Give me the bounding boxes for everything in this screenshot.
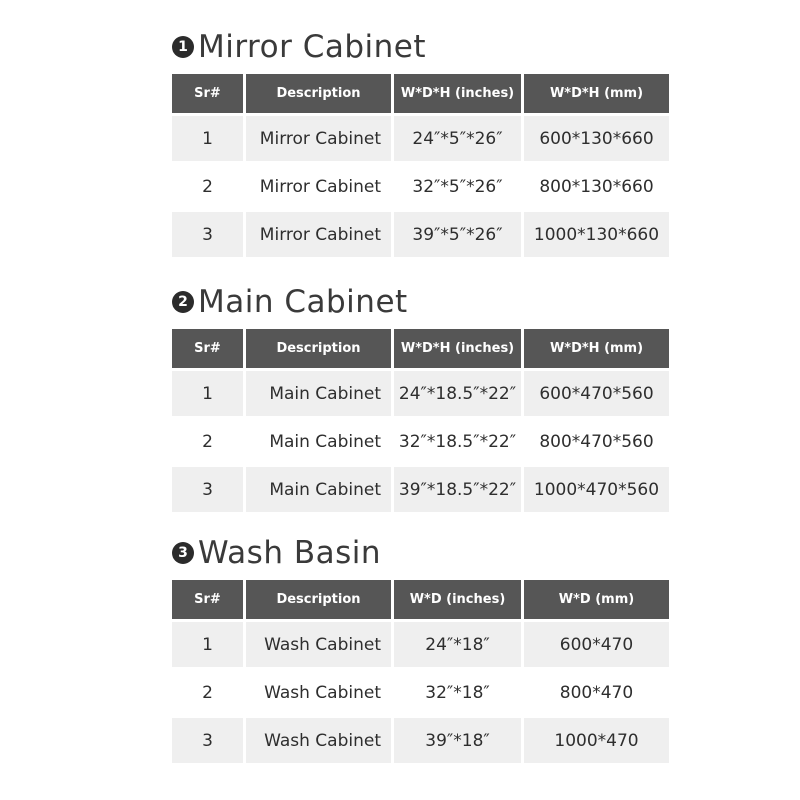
table-cell: 600*130*660 xyxy=(524,116,669,164)
table-cell: 1 xyxy=(172,116,243,164)
table-cell: 24″*5″*26″ xyxy=(394,116,521,164)
table-cell: Main Cabinet xyxy=(246,467,391,515)
section-title-text: Wash Basin xyxy=(198,535,381,571)
section-title xyxy=(172,533,381,573)
table-row xyxy=(172,467,669,515)
table-header-row xyxy=(172,329,669,371)
column-header: W*D (mm) xyxy=(524,580,669,622)
table-row xyxy=(172,622,669,670)
column-header: W*D*H (inches) xyxy=(394,329,521,371)
table-cell: 3 xyxy=(172,718,243,766)
spec-table xyxy=(169,580,672,766)
table-cell: 600*470*560 xyxy=(524,371,669,419)
table-cell: 800*470 xyxy=(524,670,669,718)
table-cell: Main Cabinet xyxy=(246,371,391,419)
table-cell: 600*470 xyxy=(524,622,669,670)
table-cell: 800*470*560 xyxy=(524,419,669,467)
table-cell: 32″*5″*26″ xyxy=(394,164,521,212)
column-header: Description xyxy=(246,329,391,371)
table-cell: 32″*18.5″*22″ xyxy=(394,419,521,467)
table-cell: 39″*18″ xyxy=(394,718,521,766)
table-cell: Wash Cabinet xyxy=(246,622,391,670)
section-title-text: Main Cabinet xyxy=(198,284,408,320)
table-cell: 3 xyxy=(172,212,243,260)
table-cell: 2 xyxy=(172,670,243,718)
table-cell: Main Cabinet xyxy=(246,419,391,467)
section-number-badge: 2 xyxy=(172,291,194,313)
table-row xyxy=(172,116,669,164)
table-cell: 1 xyxy=(172,622,243,670)
table-cell: 1 xyxy=(172,371,243,419)
table-cell: 24″*18″ xyxy=(394,622,521,670)
column-header: Sr# xyxy=(172,329,243,371)
section-number-badge: 1 xyxy=(172,36,194,58)
table-cell: Mirror Cabinet xyxy=(246,164,391,212)
section-title xyxy=(172,27,426,67)
table-cell: 2 xyxy=(172,419,243,467)
table-cell: 39″*18.5″*22″ xyxy=(394,467,521,515)
table-cell: 1000*130*660 xyxy=(524,212,669,260)
table-cell: 39″*5″*26″ xyxy=(394,212,521,260)
spec-table xyxy=(169,329,672,515)
table-row xyxy=(172,670,669,718)
table-row xyxy=(172,718,669,766)
table-cell: 1000*470*560 xyxy=(524,467,669,515)
table-cell: 1000*470 xyxy=(524,718,669,766)
column-header: Sr# xyxy=(172,74,243,116)
table-row xyxy=(172,419,669,467)
table-cell: 3 xyxy=(172,467,243,515)
table-header-row xyxy=(172,74,669,116)
table-cell: Mirror Cabinet xyxy=(246,116,391,164)
table-cell: 24″*18.5″*22″ xyxy=(394,371,521,419)
section-title-text: Mirror Cabinet xyxy=(198,29,426,65)
column-header: W*D*H (mm) xyxy=(524,74,669,116)
table-row xyxy=(172,371,669,419)
table-cell: 2 xyxy=(172,164,243,212)
table-cell: 32″*18″ xyxy=(394,670,521,718)
column-header: W*D*H (mm) xyxy=(524,329,669,371)
table-row xyxy=(172,164,669,212)
section-number-badge: 3 xyxy=(172,542,194,564)
table-cell: 800*130*660 xyxy=(524,164,669,212)
section-title xyxy=(172,282,408,322)
table-cell: Wash Cabinet xyxy=(246,670,391,718)
table-row xyxy=(172,212,669,260)
table-cell: Wash Cabinet xyxy=(246,718,391,766)
table-header-row xyxy=(172,580,669,622)
column-header: W*D (inches) xyxy=(394,580,521,622)
spec-table xyxy=(169,74,672,260)
column-header: Sr# xyxy=(172,580,243,622)
table-cell: Mirror Cabinet xyxy=(246,212,391,260)
column-header: W*D*H (inches) xyxy=(394,74,521,116)
column-header: Description xyxy=(246,74,391,116)
column-header: Description xyxy=(246,580,391,622)
